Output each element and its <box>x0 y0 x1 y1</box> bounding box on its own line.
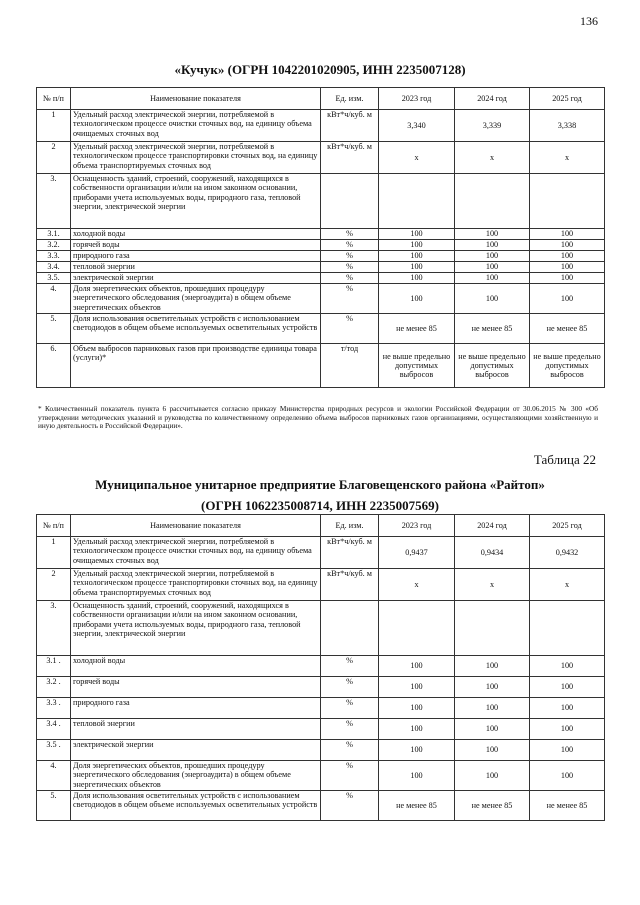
value-2024-cell: 100 <box>455 698 530 719</box>
row-number-cell: 1 <box>37 537 71 569</box>
table1-title: «Кучук» (ОГРН 1042201020905, ИНН 2235007128) <box>174 62 466 77</box>
indicator-name-cell: горячей воды <box>71 240 321 251</box>
value-2024-cell <box>455 601 530 656</box>
indicator-name-cell: горячей воды <box>71 677 321 698</box>
value-2023-cell: 100 <box>379 761 455 791</box>
table-row <box>37 273 605 284</box>
value-2024-cell: 100 <box>455 284 530 314</box>
indicator-name-cell: холодной воды <box>71 229 321 240</box>
col-header-2024: 2024 год <box>455 88 530 110</box>
value-2024-cell <box>455 174 530 229</box>
value-2024-cell: 100 <box>455 273 530 284</box>
value-2025-cell <box>530 601 605 656</box>
value-2023-cell: 100 <box>379 229 455 240</box>
indicator-name-cell: природного газа <box>71 251 321 262</box>
table-row <box>37 174 605 229</box>
table2-title-line2: (ОГРН 1062235008714, ИНН 2235007569) <box>201 498 439 513</box>
unit-cell: % <box>321 740 379 761</box>
unit-cell: кВт*ч/куб. м <box>321 142 379 174</box>
indicators-table-1 <box>36 87 605 388</box>
value-2025-cell: не менее 85 <box>530 791 605 821</box>
value-2024-cell: 100 <box>455 229 530 240</box>
unit-cell: кВт*ч/куб. м <box>321 110 379 142</box>
value-2023-cell: 100 <box>379 677 455 698</box>
table-row <box>37 314 605 344</box>
row-number-cell: 3.4 . <box>37 719 71 740</box>
indicator-name-cell: Удельный расход электрической энергии, потребляемой в технологическом процессе очистки сточных вод, на единицу объема очищаемых сточных вод <box>71 537 321 569</box>
value-2025-cell: не выше предельно допустимых выбросов <box>530 344 605 388</box>
value-2023-cell: 3,340 <box>379 110 455 142</box>
unit-cell: % <box>321 251 379 262</box>
value-2025-cell <box>530 174 605 229</box>
row-number-cell: 3.2. <box>37 240 71 251</box>
row-number-cell: 1 <box>37 110 71 142</box>
value-2024-cell: х <box>455 569 530 601</box>
unit-cell: % <box>321 284 379 314</box>
value-2025-cell: 100 <box>530 240 605 251</box>
value-2025-cell: 100 <box>530 740 605 761</box>
value-2024-cell: 100 <box>455 240 530 251</box>
value-2025-cell: х <box>530 569 605 601</box>
value-2023-cell: 0,9437 <box>379 537 455 569</box>
value-2024-cell: 100 <box>455 677 530 698</box>
row-number-cell: 3.3 . <box>37 698 71 719</box>
value-2024-cell: х <box>455 142 530 174</box>
value-2025-cell: 100 <box>530 656 605 677</box>
value-2024-cell: 3,339 <box>455 110 530 142</box>
row-number-cell: 3.5 . <box>37 740 71 761</box>
unit-cell: % <box>321 698 379 719</box>
col-header-num: № п/п <box>37 88 71 110</box>
indicator-name-cell: электрической энергии <box>71 273 321 284</box>
table-row <box>37 262 605 273</box>
value-2025-cell: 100 <box>530 698 605 719</box>
indicator-name-cell: Оснащенность зданий, строений, сооружений, находящихся в собственности организации и/или на ином законном основании, приборами учета используемых воды, природного газа, тепловой энергии, электрической энергии <box>71 601 321 656</box>
row-number-cell: 3.3. <box>37 251 71 262</box>
unit-cell: % <box>321 262 379 273</box>
value-2023-cell: не выше предельно допустимых выбросов <box>379 344 455 388</box>
col-header-2025: 2025 год <box>530 88 605 110</box>
value-2023-cell: 100 <box>379 656 455 677</box>
row-number-cell: 3.1 . <box>37 656 71 677</box>
unit-cell: % <box>321 761 379 791</box>
indicator-name-cell: Доля использования осветительных устройств с использованием светодиодов в общем объеме используемых осветительных устройств <box>71 314 321 344</box>
table-row <box>37 142 605 174</box>
unit-cell <box>321 174 379 229</box>
table-row <box>37 569 605 601</box>
indicator-name-cell: Оснащенность зданий, строений, сооружений, находящихся в собственности организации и/или на ином законном основании, приборами учета используемых воды, природного газа, тепловой энергии, электрической энергии <box>71 174 321 229</box>
table-row <box>37 229 605 240</box>
value-2025-cell: 3,338 <box>530 110 605 142</box>
value-2023-cell: 100 <box>379 273 455 284</box>
table-row <box>37 740 605 761</box>
unit-cell: % <box>321 656 379 677</box>
indicators-table-2 <box>36 514 605 821</box>
value-2024-cell: не выше предельно допустимых выбросов <box>455 344 530 388</box>
row-number-cell: 3. <box>37 601 71 656</box>
table2-title <box>0 474 640 516</box>
table-row <box>37 601 605 656</box>
col-header-2023: 2023 год <box>379 88 455 110</box>
value-2023-cell: х <box>379 569 455 601</box>
table-row <box>37 791 605 821</box>
table1-footnote: * Количественный показатель пункта 6 рассчитывается согласно приказу Министерства природных ресурсов и экологии Российской Федерации от 30.06.2015 № 300 «Об утверждении методических указаний и руководства по количественному определению объема выбросов парниковых газов организациями, осуществляющими хозяйственную и иную деятельность в Российской Федерации». <box>38 404 598 431</box>
table-row <box>37 240 605 251</box>
value-2024-cell: 100 <box>455 740 530 761</box>
table2-body <box>37 537 605 821</box>
indicator-name-cell: Удельный расход электрической энергии, потребляемой в технологическом процессе транспортировки сточных вод, на единицу объема транспортируемых сточных вод <box>71 142 321 174</box>
table-header-row <box>37 88 605 110</box>
value-2024-cell: 100 <box>455 719 530 740</box>
value-2023-cell: 100 <box>379 240 455 251</box>
indicator-name-cell: тепловой энергии <box>71 719 321 740</box>
col-header-2023: 2023 год <box>379 515 455 537</box>
value-2023-cell: 100 <box>379 251 455 262</box>
unit-cell: % <box>321 229 379 240</box>
table-row <box>37 656 605 677</box>
value-2024-cell: 0,9434 <box>455 537 530 569</box>
col-header-unit: Ед. изм. <box>321 515 379 537</box>
row-number-cell: 6. <box>37 344 71 388</box>
value-2025-cell: не менее 85 <box>530 314 605 344</box>
indicator-name-cell: Удельный расход электрической энергии, потребляемой в технологическом процессе очистки сточных вод, на единицу объема очищаемых сточных вод <box>71 110 321 142</box>
value-2025-cell: 100 <box>530 251 605 262</box>
value-2023-cell: 100 <box>379 740 455 761</box>
unit-cell: % <box>321 273 379 284</box>
row-number-cell: 5. <box>37 314 71 344</box>
value-2024-cell: не менее 85 <box>455 314 530 344</box>
table2-title-line1: Муниципальное унитарное предприятие Благовещенского района «Райтоп» <box>95 477 545 492</box>
indicator-name-cell: электрической энергии <box>71 740 321 761</box>
unit-cell: % <box>321 719 379 740</box>
table-row <box>37 537 605 569</box>
value-2025-cell: 0,9432 <box>530 537 605 569</box>
col-header-2024: 2024 год <box>455 515 530 537</box>
row-number-cell: 3.5. <box>37 273 71 284</box>
value-2025-cell: х <box>530 142 605 174</box>
row-number-cell: 3.2 . <box>37 677 71 698</box>
unit-cell: % <box>321 791 379 821</box>
value-2023-cell <box>379 174 455 229</box>
value-2023-cell: х <box>379 142 455 174</box>
value-2023-cell: 100 <box>379 284 455 314</box>
value-2025-cell: 100 <box>530 719 605 740</box>
col-header-2025: 2025 год <box>530 515 605 537</box>
indicator-name-cell: тепловой энергии <box>71 262 321 273</box>
indicator-name-cell: Объем выбросов парниковых газов при производстве единицы товара (услуги)* <box>71 344 321 388</box>
value-2025-cell: 100 <box>530 273 605 284</box>
row-number-cell: 3. <box>37 174 71 229</box>
indicator-name-cell: Доля энергетических объектов, прошедших процедуру энергетического обследования (энергоаудита) в общем объеме энергетических объектов <box>71 761 321 791</box>
table-row <box>37 284 605 314</box>
value-2023-cell: 100 <box>379 719 455 740</box>
indicator-name-cell: Доля использования осветительных устройств с использованием светодиодов в общем объеме используемых осветительных устройств <box>71 791 321 821</box>
table-row <box>37 761 605 791</box>
table-row <box>37 677 605 698</box>
row-number-cell: 4. <box>37 284 71 314</box>
value-2023-cell: не менее 85 <box>379 791 455 821</box>
value-2025-cell: 100 <box>530 284 605 314</box>
indicator-name-cell: природного газа <box>71 698 321 719</box>
unit-cell: кВт*ч/куб. м <box>321 569 379 601</box>
unit-cell: кВт*ч/куб. м <box>321 537 379 569</box>
table1-body <box>37 110 605 388</box>
table-row <box>37 344 605 388</box>
unit-cell <box>321 601 379 656</box>
col-header-num: № п/п <box>37 515 71 537</box>
unit-cell: т/тод <box>321 344 379 388</box>
value-2024-cell: 100 <box>455 761 530 791</box>
table-row <box>37 251 605 262</box>
row-number-cell: 5. <box>37 791 71 821</box>
unit-cell: % <box>321 314 379 344</box>
value-2023-cell: не менее 85 <box>379 314 455 344</box>
col-header-name: Наименование показателя <box>71 515 321 537</box>
indicator-name-cell: холодной воды <box>71 656 321 677</box>
row-number-cell: 2 <box>37 142 71 174</box>
row-number-cell: 4. <box>37 761 71 791</box>
indicator-name-cell: Доля энергетических объектов, прошедших процедуру энергетического обследования (энергоаудита) в общем объеме энергетических объектов <box>71 284 321 314</box>
value-2024-cell: не менее 85 <box>455 791 530 821</box>
value-2023-cell <box>379 601 455 656</box>
value-2023-cell: 100 <box>379 698 455 719</box>
col-header-name: Наименование показателя <box>71 88 321 110</box>
row-number-cell: 3.1. <box>37 229 71 240</box>
row-number-cell: 3.4. <box>37 262 71 273</box>
table-row <box>37 110 605 142</box>
value-2025-cell: 100 <box>530 262 605 273</box>
unit-cell: % <box>321 240 379 251</box>
value-2024-cell: 100 <box>455 251 530 262</box>
unit-cell: % <box>321 677 379 698</box>
value-2024-cell: 100 <box>455 656 530 677</box>
row-number-cell: 2 <box>37 569 71 601</box>
table-row <box>37 698 605 719</box>
value-2024-cell: 100 <box>455 262 530 273</box>
col-header-unit: Ед. изм. <box>321 88 379 110</box>
table2-label: Таблица 22 <box>533 452 596 467</box>
page-number: 136 <box>580 14 598 28</box>
indicator-name-cell: Удельный расход электрической энергии, потребляемой в технологическом процессе транспортировки сточных вод, на единицу объема транспортируемых сточных вод <box>71 569 321 601</box>
table-header-row <box>37 515 605 537</box>
value-2025-cell: 100 <box>530 677 605 698</box>
value-2025-cell: 100 <box>530 761 605 791</box>
value-2023-cell: 100 <box>379 262 455 273</box>
table-row <box>37 719 605 740</box>
value-2025-cell: 100 <box>530 229 605 240</box>
